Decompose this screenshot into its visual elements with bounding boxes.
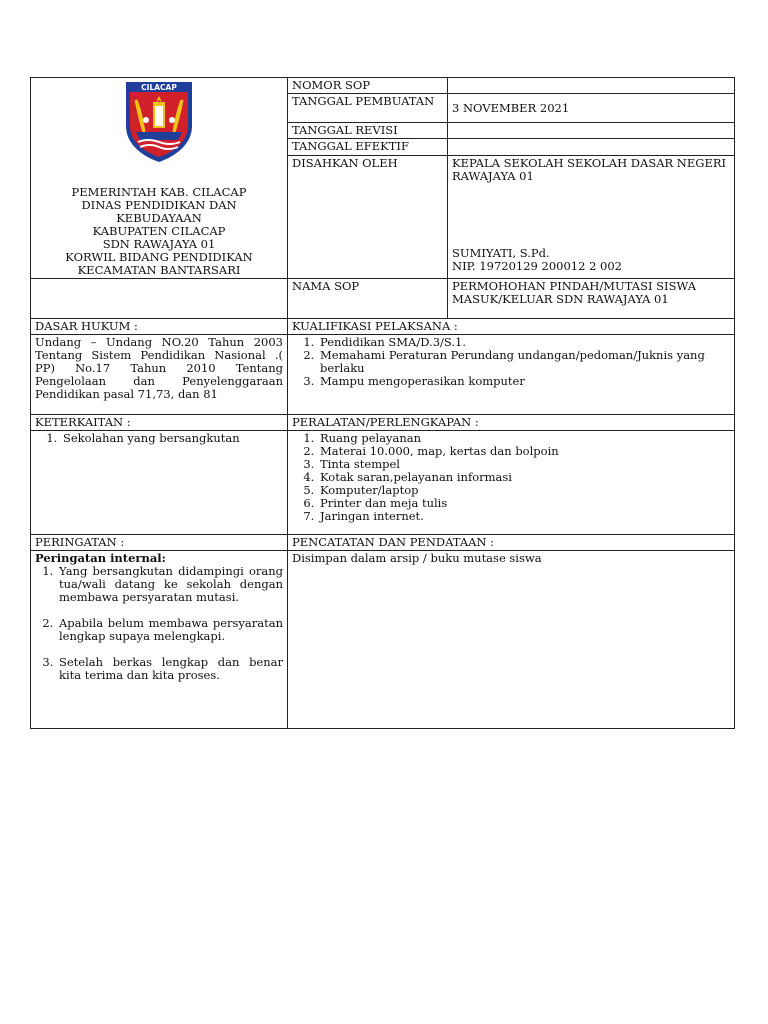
list-item: 3. Mampu mengoperasikan komputer <box>318 375 730 388</box>
nama-sop-label: NAMA SOP <box>288 279 448 319</box>
list-item: 2. Memahami Peraturan Perundang undangan/pedoman/Juknis yang berlaku <box>318 349 730 375</box>
org-line: KECAMATAN BANTARSARI <box>77 263 241 277</box>
list-item: 7. Jaringan internet. <box>318 510 730 523</box>
org-line: KABUPATEN CILACAP <box>92 224 226 238</box>
empty-cell <box>31 279 288 319</box>
pencatatan-label: PENCATATAN DAN PENDATAAN : <box>288 535 735 551</box>
list-item: 6. Printer dan meja tulis <box>318 497 730 510</box>
nomor-sop-value <box>448 78 735 94</box>
list-item: 1. Yang bersangkutan didampingi orang tua/wali datang ke sekolah dengan membawa persyaratan mutasi. <box>57 565 283 604</box>
tanggal-revisi-value <box>448 122 735 138</box>
disahkan-oleh-value <box>448 155 735 279</box>
tanggal-revisi-label: TANGGAL REVISI <box>288 122 448 138</box>
peralatan-list <box>288 431 735 535</box>
keterkaitan-list <box>31 431 288 535</box>
peralatan-label: PERALATAN/PERLENGKAPAN : <box>288 415 735 431</box>
tanggal-pembuatan-value: 3 NOVEMBER 2021 <box>448 94 735 123</box>
organization-name <box>35 186 283 277</box>
list-item: 5. Komputer/laptop <box>318 484 730 497</box>
peringatan-label: PERINGATAN : <box>31 535 288 551</box>
list-item: 1. Pendidikan SMA/D.3/S.1. <box>318 336 730 349</box>
list-item: 4. Kotak saran,pelayanan informasi <box>318 471 730 484</box>
org-line: KEBUDAYAAN <box>116 211 202 225</box>
tanggal-efektif-label: TANGGAL EFEKTIF <box>288 139 448 155</box>
cilacap-crest-logo <box>122 80 196 164</box>
org-line: KORWIL BIDANG PENDIDIKAN <box>65 250 253 264</box>
pencatatan-text: Disimpan dalam arsip / buku mutase siswa <box>288 551 735 729</box>
tanggal-pembuatan-label: TANGGAL PEMBUATAN <box>288 94 448 123</box>
peringatan-heading: Peringatan internal: <box>35 551 166 565</box>
dasar-hukum-text: Undang – Undang NO.20 Tahun 2003 Tentang Sistem Pendidikan Nasional .( PP) No.17 Tahun 2010 Tentang Pengelolaan dan Penyelenggaraan Pendidikan pasal 71,73, dan 81 <box>31 335 288 415</box>
crest-text: CILACAP <box>141 83 177 92</box>
list-item: 3. Setelah berkas lengkap dan benar kita terima dan kita proses. <box>57 656 283 682</box>
header-cell <box>31 78 288 279</box>
list-item: 1. Sekolahan yang bersangkutan <box>61 432 283 445</box>
approver-title: KEPALA SEKOLAH SEKOLAH DASAR NEGERI RAWAJAYA 01 <box>452 155 727 183</box>
list-item: 1. Ruang pelayanan <box>318 432 730 445</box>
nama-sop-value: PERMOHOHAN PINDAH/MUTASI SISWA MASUK/KELUAR SDN RAWAJAYA 01 <box>448 279 735 319</box>
dasar-hukum-label: DASAR HUKUM : <box>31 319 288 335</box>
approver-nip: NIP. 19720129 200012 2 002 <box>452 258 622 273</box>
approver-name: SUMIYATI, S.Pd. <box>452 245 550 260</box>
list-item: 3. Tinta stempel <box>318 458 730 471</box>
peringatan-content <box>31 551 288 729</box>
org-line: PEMERINTAH KAB. CILACAP <box>71 185 247 199</box>
nomor-sop-label: NOMOR SOP <box>288 78 448 94</box>
disahkan-oleh-label: DISAHKAN OLEH <box>288 155 448 279</box>
list-item: 2. Materai 10.000, map, kertas dan bolpoin <box>318 445 730 458</box>
org-line: DINAS PENDIDIKAN DAN <box>81 198 237 212</box>
list-item: 2. Apabila belum membawa persyaratan lengkap supaya melengkapi. <box>57 617 283 643</box>
sop-table <box>30 77 735 729</box>
keterkaitan-label: KETERKAITAN : <box>31 415 288 431</box>
kualifikasi-list <box>288 335 735 415</box>
kualifikasi-label: KUALIFIKASI PELAKSANA : <box>288 319 735 335</box>
tanggal-efektif-value <box>448 139 735 155</box>
org-line: SDN RAWAJAYA 01 <box>102 237 216 251</box>
